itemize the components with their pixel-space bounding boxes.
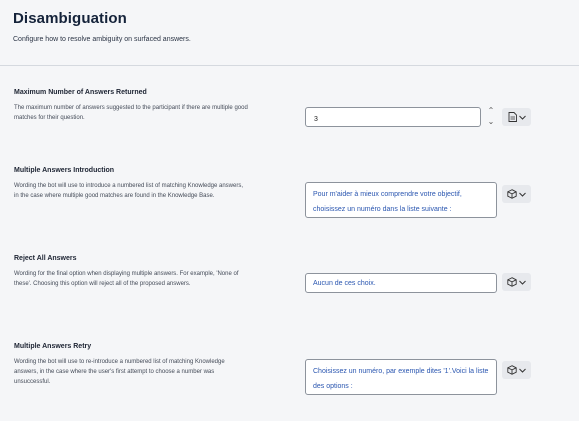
section-description: Wording the bot will use to re-introduce a numbered list of matching Knowledge answers, in the case where the user's first attempt to choose a number was unsuccessful.	[14, 359, 225, 385]
number-spinner[interactable]	[485, 105, 497, 129]
section-description: Wording the bot will use to introduce a numbered list of matching Knowledge answers, in the case where multiple good matches are found in the Knowledge Base.	[14, 183, 244, 199]
cube-icon	[507, 277, 517, 287]
multiple-intro-type-selector[interactable]	[502, 185, 531, 203]
cube-icon	[507, 365, 517, 375]
reject-all-type-selector[interactable]	[502, 273, 531, 291]
section-title: Multiple Answers Retry	[14, 343, 92, 350]
chevron-down-icon	[519, 115, 526, 120]
section-title: Reject All Answers	[14, 255, 77, 262]
chevron-down-icon	[519, 368, 526, 373]
page-header	[13, 10, 191, 43]
page-subtitle: Configure how to resolve ambiguity on surfaced answers.	[13, 36, 191, 43]
multiple-intro-input[interactable]: Pour m'aider à mieux comprendre votre objectif, choisissez un numéro dans la liste suivante :	[305, 182, 497, 218]
header-divider	[0, 65, 579, 66]
page-title: Disambiguation	[13, 10, 127, 27]
increment-icon[interactable]: ⌃	[487, 106, 495, 115]
section-description: Wording for the final option when displaying multiple answers. For example, 'None of these'. Choosing this option will reject all of the proposed answers.	[14, 271, 239, 287]
max-answers-type-selector[interactable]	[502, 108, 531, 126]
max-answers-input[interactable]: 3	[305, 107, 481, 127]
decrement-icon[interactable]: ⌄	[487, 117, 495, 126]
section-description: The maximum number of answers suggested to the participant if there are multiple good matches for their question.	[14, 105, 248, 121]
section-title: Maximum Number of Answers Returned	[14, 89, 147, 96]
multiple-retry-type-selector[interactable]	[502, 361, 531, 379]
multiple-retry-input[interactable]: Choisissez un numéro, par exemple dites '1'.Voici la liste des options :	[305, 359, 497, 395]
document-icon	[508, 112, 517, 122]
reject-all-input[interactable]: Aucun de ces choix.	[305, 273, 497, 293]
cube-icon	[507, 189, 517, 199]
section-title: Multiple Answers Introduction	[14, 167, 115, 174]
chevron-down-icon	[519, 280, 526, 285]
chevron-down-icon	[519, 192, 526, 197]
